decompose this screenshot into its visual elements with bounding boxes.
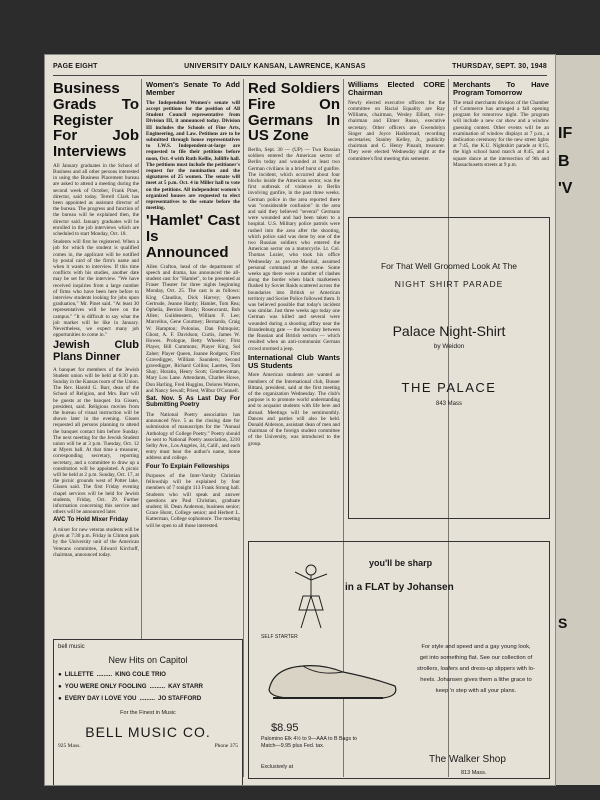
store-phone: Phone 375 <box>214 743 238 749</box>
song-row: ● EVERY DAY I LOVE YOU ......... JO STAFFORD <box>58 695 202 702</box>
fragment-text: 'V <box>558 180 573 197</box>
song-row: ● LILLETTE ......... KING COLE TRIO <box>58 671 166 678</box>
store-address: 925 Mass. <box>58 743 81 749</box>
article-body: Newly elected executive officers for the committee on Racial Equality are Ray Williams, chairman, Wesley Elliott, vice-chairman and Elmer Russo, executive secretary. Other officers are Gwendolyn Singer and Joyce Harkleroad, recording secretaries; Stanley Kelley, Jr., publicity chairman and C. Henry Pinault, treasurer. They were elected Wednesday night at the committee's first meeting this semester. <box>348 99 445 162</box>
ad-title: New Hits on Capitol <box>108 655 188 665</box>
song-artist: JO STAFFORD <box>158 695 202 702</box>
song-title: EVERY DAY I LOVE YOU <box>64 695 137 702</box>
song-artist: KAY STARR <box>168 683 204 690</box>
fragment-text: IF <box>558 125 573 142</box>
ad-maker: by Weidon <box>433 343 465 350</box>
ad-address: 843 Mass <box>435 401 462 407</box>
paper-name: UNIVERSITY DAILY KANSAN, LAWRENCE, KANSAS <box>184 63 366 70</box>
headline-poetry: Sat. Nov. 5 As Last Day For Submitting Poetry <box>146 394 240 409</box>
article-body: Students will first be registered. When a job for which the student is qualified comes in, the applicant will be notified by postal card of the firm's name and when it wants to interview. If this time conflicts with his studies, another date may be set for the interview. "We have received inquiries from a large number of firms who have been here before to interview students looking for jobs upon graduation," Mr. Pinet said. "At least 30 representatives will be here on the campus." "It is difficult to say what the job market will be like in January. Nevertheless, we expect many job opportunities to come in." <box>53 239 139 339</box>
headline-fellowships: Four To Explain Fellowships <box>146 462 230 470</box>
bullet-icon: ● <box>58 671 62 678</box>
ad-product: Palace Night-Shirt <box>392 323 506 339</box>
song-title: LILLETTE <box>64 671 94 678</box>
article-body: Berlin, Sept. 30 — (UP) — Two Russian soldiers entered the American sector of Berlin today and wounded at least two German civilians in a brief burst of gunfire. The incident, which occurred about four blocks inside the American sector, was the first outbreak of violence in Berlin involving gunfire, in the past three weeks. German police in the area reported there was "considerable confusion" in the area and said they believed "several" Germans were wounded and had been taken to a hospital. U.S. Military police patrols were rushed into the area after the shooting, which police said was done by one of the two Russian soldiers who entered the American sector on a motorcycle. Lt. Col. Thomas Lozier, who took his office Wednesday as provost-Marshal, assumed personal command at the scene. Some weeks ago there were a number of clashes along the border when black marketeers flushed by Soviet Raids scattered across the boundaries into British or American territory and Soviet Police followed them. It was believed possible that today's incident was similar. Just three weeks ago today one German was killed and several were wounded during a shooting affray near the Brandenburg gate — the boundary between the Russian and British sectors — which resulted when an anti-communist German crowd stormed a jeep. <box>248 147 340 352</box>
newspaper-page <box>45 55 555 785</box>
ad-copy: For style and speed and a gay young look, get into something flat. See our collection of strollers, loafers and dress-up slippers with lo-heels. Johansen gives them a lithe grace to keep 'n step with all your plans. <box>417 644 535 694</box>
ad-headline: you'll be sharp <box>369 558 433 568</box>
column-5 <box>453 79 549 209</box>
article-body: The National Poetry association has announced Nov. 5 as the closing date for submission of manuscripts for the "Annual Anthology of College Poetry." Poetry should be sent to National Poetry association, 3210 Selby Ave., Los Angeles, 34, Calif., and each entry must bear the author's name, home address and college. <box>146 411 240 462</box>
article-body: Allen Crafton, head of the department of speech and drama, has announced the all-student cast for "Hamlet", to be presented at Fraser Theater for three nights beginning Monday, Oct. 25. The cast is as follows: King Claudius, Dick Harvey; Queen Gertrude, Jeanne Hardy; Hamlet, Tom Rea; Ophelia, Bernice Brady; Rosencrantz, Bob Allen; Guildenstern, William F. Lee; Marcellus, Gene Courtney; Bernardo, Craig W. Hampton; Polonius, Dan Palmquist; Ghost, A. F. Davidson; Curtis, James W. Howes. Prologue, Betty Wheeler; First Player, Bill Cummons; Player King, Sol Zaher; Player Queen, Joanne Rodgers; First Gravedigger, William Saunders; Second gravedigger, Richard Collins; Laertes, Tom Shay; Horatio, Henry Scott; Gentlewoman, Mary Lou Lane. Attendants, Charles Howe, Don Harling, Fred Huggins, Dolores Warren, and Nancy Sewall; Priest, Wilbur O'Connell. <box>146 263 240 394</box>
headline-international-club: International Club Wants US Students <box>248 352 340 370</box>
column-3 <box>248 79 340 535</box>
woman-figure-icon <box>289 562 333 632</box>
article-body: More American students are wanted as members of the International club, Busser Bittani, president, said at the first meeting of the organization Wednesday. The club's purpose is to promote world understanding and to acquaint students with life here and abroad. Meetings will be semimonthly. Dances and parties will also be held. Donald Alderson, assistant dean of men and chairman of the foreign student committee of the University, was introduced to the group. <box>248 372 340 447</box>
headline-jewish-club: Jewish Club Plans Dinner <box>53 339 139 363</box>
article-body: A banquet for members of the Jewish Student union will be held at 6:30 p.m. Sunday in the Kansas room of the Union. The Rev. Harold G. Barr, dean of the School of Religion, and Mrs. Barr will be guests at the banquet. Ira Gissen, president, said. Religious movies from the bureau of visual instruction will be shown later in the evening. Gissen requested all persons planning to attend the banquet contact him before Sunday. The next meeting for the Jewish Student union will be at 3 p.m. Tuesday, Oct. 12 at Myers hall. At that time a treasurer, corresponding secretary, reporting secretary, and a committee to draw up a constitution will be appointed. A picnic will be held at 2 p.m. Sunday, Oct. 17, at the picnic grounds west of Potter lake, Gissen said. The first Friday evening chapel services will be held for Jewish students, Friday, Oct. 29. Further information concerning this service and others will be announced later. <box>53 366 139 516</box>
store-name: BELL MUSIC CO. <box>85 724 211 740</box>
bullet-icon: ● <box>58 695 62 702</box>
exclusive-label: Exclusively at <box>261 764 294 770</box>
headline-avc: AVC To Hold Mixer Friday <box>53 516 129 524</box>
headline-core: Williams Elected CORE Chairman <box>348 80 445 97</box>
headline-red-soldiers: Red Soldiers Fire On Germans In US Zone <box>248 80 340 145</box>
column-divider <box>243 79 244 777</box>
ad-line: For That Well Groomed Look At The <box>380 261 518 271</box>
palace-ad <box>348 217 550 519</box>
shop-address: 813 Mass. <box>461 770 487 776</box>
headline-womens-senate: Women's Senate To Add Member <box>146 80 240 97</box>
article-body: A mixer for new veteran students will be given at 7:30 p.m. Friday in Clinton park by the University unit of the American Veterans committee, Edward Kirchoff, chairman, announced today. <box>53 526 139 558</box>
column-2 <box>146 79 240 699</box>
fragment-text: B <box>558 153 570 170</box>
shoe-model: SELF STARTER <box>261 634 298 640</box>
shoe-price: $8.95 <box>271 722 299 734</box>
ad-tagline: For the Finest in Music <box>120 710 176 716</box>
song-artist: KING COLE TRIO <box>115 671 166 678</box>
issue-date: THURSDAY, SEPT. 30, 1948 <box>452 63 547 70</box>
ad-brand: bell music <box>58 644 85 650</box>
article-body: Purposes of the Inter-Varsity Christian fellowship will be explained by four members of 7 tonight 113 Frank Strong hall. Students who will speak and answer questions are Paul Christian, graduate student; H. Dean Anderson, business senior; Grace Hurst, College senior; and Herbert L. Katterman, College sophomore. The meeting will be open to all those interested. <box>146 473 240 529</box>
headline-merchants: Merchants To Have Program Tomorrow <box>453 80 549 97</box>
shop-name: The Walker Shop <box>429 754 506 765</box>
page-number: PAGE EIGHT <box>53 63 98 70</box>
shoe-illustration-icon <box>263 646 403 706</box>
song-row: ● YOU WERE ONLY FOOLING ......... KAY STARR <box>58 683 204 690</box>
headline-business-grads: Business Grads To Register For Job Interviews <box>53 80 139 160</box>
fragment-text: S <box>558 615 568 631</box>
store-contact <box>58 743 238 749</box>
price-description: Palomino Elk 4½ to 9—AAA to B Bags to Match—9.95 plus Fed. tax. <box>261 736 357 749</box>
column-4 <box>348 79 445 209</box>
song-title: YOU WERE ONLY FOOLING <box>64 683 147 690</box>
article-body: The retail merchants division of the Chamber of Commerce has arranged a fall opening program for tomorrow night. The program will include a new car show and a window guessing contest. Other events will be an examination of window displays at 7 p.m., a dedication ceremony for the new street lights at 7:45, the K.U. Nightshirt parade at 8:15, the high school band march at 8:45, and a square dance at the intersection of 9th and Massachusetts streets at 9 p.m. <box>453 99 549 168</box>
bullet-icon: ● <box>58 683 62 690</box>
walker-shoe-ad <box>248 541 550 779</box>
ad-store: THE PALACE <box>401 380 497 395</box>
headline-hamlet-cast: 'Hamlet' Cast Is Announced <box>146 212 240 261</box>
ad-headline: in a FLAT by Johansen <box>345 582 454 593</box>
article-body: All January graduates in the School of Business and all other persons interested in using the Business Placement bureau are asked to attend a meeting during the second week of October, Frank Pinet, director, said today. Terrell Clark has been appointed as assistant director of the bureau. The progress and function of the bureau will be explained then, the director said. January graduates will be enrolled in the job interviews which are scheduled to start Monday, Oct. 18. <box>53 162 139 237</box>
adjacent-page-fragment <box>556 55 600 785</box>
ad-line: NIGHT SHIRT PARADE <box>394 279 504 289</box>
article-body: The Independent Women's senate will accept petitions for the position of All Student Council representative from Division III, it announced today. Division III includes the Schools of Fine Arts, Engineering, and Law. Petitions are to be submitted through house representatives to I.W.S. Independent-at-large are requested to file their petitions before noon, Oct. 4 with Ruth Kellie, Jolliffe hall. The petitions must include the petitioner's request for the nomination and the signatures of 25 women. The senate will meet at 5 p.m. Oct. 4 in Miller hall to vote on the petitions. All independent women's organized houses are requested to elect representatives to the senate before the meeting. <box>146 99 240 212</box>
masthead <box>53 63 547 76</box>
